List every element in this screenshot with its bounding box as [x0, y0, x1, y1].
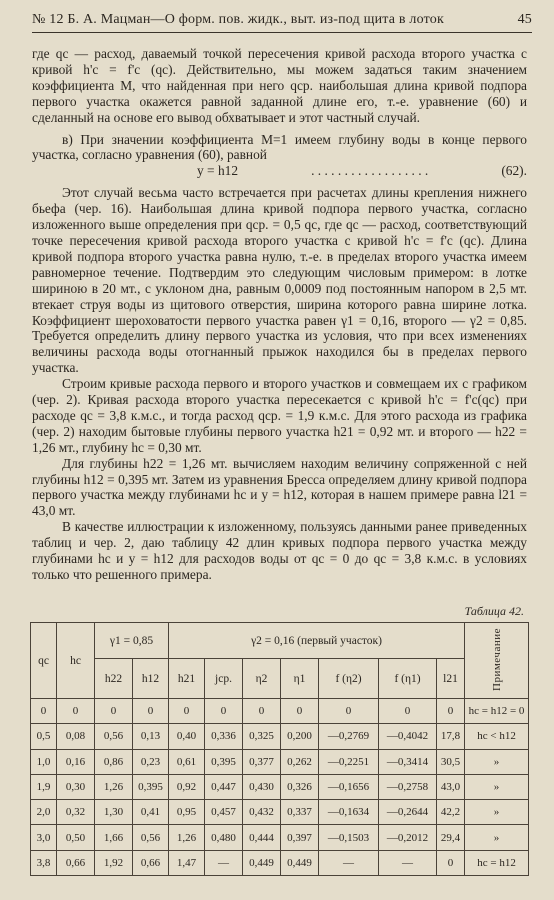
table-cell: 3,8 [31, 850, 57, 875]
col-header-jcp: jср. [205, 659, 243, 699]
table-cell: 0,449 [281, 850, 319, 875]
table-cell: hc = h12 [465, 850, 529, 875]
page-number: 45 [517, 12, 532, 27]
table-cell: 1,26 [169, 825, 205, 850]
col-header-h12: h12 [133, 659, 169, 699]
table-cell: 0 [57, 699, 95, 724]
table-cell: —0,2644 [379, 800, 437, 825]
table-cell: 0,95 [169, 800, 205, 825]
table-cell: 0,13 [133, 724, 169, 749]
col-header-note [465, 623, 529, 699]
body-text [32, 46, 527, 583]
col-header-h21: h21 [169, 659, 205, 699]
table-cell: 0,326 [281, 774, 319, 799]
table-cell: 0,377 [243, 749, 281, 774]
table-cell: 0,32 [57, 800, 95, 825]
table-cell: 0,430 [243, 774, 281, 799]
table-cell: 0,92 [169, 774, 205, 799]
col-header-h22: h22 [95, 659, 133, 699]
table-cell: 0,397 [281, 825, 319, 850]
table-cell: 0,480 [205, 825, 243, 850]
table-cell: 0,16 [57, 749, 95, 774]
table-cell: 29,4 [437, 825, 465, 850]
table-cell: 0 [379, 699, 437, 724]
table-cell: 0,444 [243, 825, 281, 850]
table-cell: 0 [437, 850, 465, 875]
table-cell: 0 [243, 699, 281, 724]
table-cell: 0,337 [281, 800, 319, 825]
table-cell: hc < h12 [465, 724, 529, 749]
table-cell: 1,9 [31, 774, 57, 799]
paragraph-5: Для глубины h22 = 1,26 мт. вычисляем находим величину сопряженной с ней глубины h12 = 0,395 мт. Затем из уравнения Бресса определяем длину кривой подпора первого участка между глубинами hc и y = h12, которая в нашем примере равна l21 = 43,0 мт. [32, 455, 527, 519]
data-table [30, 622, 529, 876]
table-cell: —0,3414 [379, 749, 437, 774]
table-cell: 0 [319, 699, 379, 724]
table-cell: 0,56 [95, 724, 133, 749]
table-cell: —0,1634 [319, 800, 379, 825]
paragraph-4: Строим кривые расхода первого и второго участков и совмещаем их с графиком (чер. 2). Кривая расхода второго участка пересекается с кривой h'c = f'c(qc) при расходе qc = 3,8 к.м.с., и тогда расход qср. = 1,9 к.м.с. Для этого расхода из графика (чер. 2) находим бытовые глубины первого участка h21 = 0,92 мт. и второго — h22 = 1,26 мт., глубину hc = 0,30 мт. [32, 376, 527, 455]
table-cell: 17,8 [437, 724, 465, 749]
table-row [31, 825, 529, 850]
col-header-fv2: f (η2) [319, 659, 379, 699]
table-cell: 0,395 [205, 749, 243, 774]
table-cell: 43,0 [437, 774, 465, 799]
table-cell: hc = h12 = 0 [465, 699, 529, 724]
table-cell: 0,86 [95, 749, 133, 774]
table-body [31, 699, 529, 876]
table-cell: —0,4042 [379, 724, 437, 749]
header-title: № 12 Б. А. Мацман—О форм. пов. жидк., выт. из-под щита в лоток [32, 12, 444, 27]
table-cell: 0,5 [31, 724, 57, 749]
table-cell: » [465, 825, 529, 850]
table-row [31, 699, 529, 724]
paragraph-6: В качестве иллюстрации к изложенному, пользуясь данными ранее приведенных таблиц и чер. 2, даю таблицу 42 длин кривых подпора первого участка между глубинами hc и y = h12 для расходов воды от qc = 0 до qc = 3,8 к.м.с. в условиях только что решенного примера. [32, 519, 527, 582]
table-caption: Таблица 42. [464, 604, 524, 618]
table-row [31, 800, 529, 825]
table-cell: 0,325 [243, 724, 281, 749]
group-header-1: γ1 = 0,85 [95, 623, 169, 659]
formula-lhs: y = h12 [197, 163, 239, 179]
table-cell: 0,262 [281, 749, 319, 774]
table-cell: 30,5 [437, 749, 465, 774]
table-cell: 0,66 [133, 850, 169, 875]
formula-number: (62). [501, 163, 527, 179]
table-cell: —0,1503 [319, 825, 379, 850]
table-cell: 0 [169, 699, 205, 724]
table-cell: 0,457 [205, 800, 243, 825]
table-cell: » [465, 800, 529, 825]
table-row [31, 749, 529, 774]
table-cell: 0,449 [243, 850, 281, 875]
table-cell: —0,2758 [379, 774, 437, 799]
formula-62 [32, 163, 527, 179]
table-cell: —0,2251 [319, 749, 379, 774]
table-cell: — [319, 850, 379, 875]
formula-dots: . . . . . . . . . . . . . . . . . . [311, 163, 429, 179]
table-cell: 1,66 [95, 825, 133, 850]
table-cell: 1,47 [169, 850, 205, 875]
col-header-hc: hc [57, 623, 95, 699]
table-cell: 2,0 [31, 800, 57, 825]
table-cell: 0,66 [57, 850, 95, 875]
note-label: Примечание [490, 627, 503, 691]
table-cell: 0,50 [57, 825, 95, 850]
table-cell: 0,56 [133, 825, 169, 850]
table-cell: » [465, 749, 529, 774]
table-cell: 0 [95, 699, 133, 724]
table-cell: 0 [133, 699, 169, 724]
group-header-2: γ2 = 0,16 (первый участок) [169, 623, 465, 659]
col-header-l21: l21 [437, 659, 465, 699]
paragraph-3: Этот случай весьма часто встречается при расчетах длины крепления нижнего бьефа (чер. 16). Наибольшая длина кривой подпора первого участка, согласно изложенного выше определения при qср. = 0,5 qc, где qc — расход, соответствующий точке пересечения кривой расхода второго участка с кривой h'c = f'c (qc). Длина кривой подпора второго участка равна нулю, т.-е. в пределах второго участка имеем равномерное течение. Подтвердим это следующим числовым примером: в лотке шириною в 20 мт., с уклоном дна, равным 0,0009 под постоянным напором в 2,5 мт. втекает струя воды из щитового отверстия, ширина которого равна ширине лотка. Коэффициент шероховатости первого участка равен γ1 = 0,16, второго — γ2 = 0,85. Требуется определить длину первого участка из условия, что при всех изменениях величины расхода воды отогнанный прыжок находился бы в пределах первого участка. [32, 185, 527, 376]
table-cell: 0,30 [57, 774, 95, 799]
col-header-qc: qc [31, 623, 57, 699]
table-cell: 0,395 [133, 774, 169, 799]
table-cell: 1,26 [95, 774, 133, 799]
table-cell: 0,432 [243, 800, 281, 825]
table-cell: 0 [31, 699, 57, 724]
paragraph-1: где qc — расход, даваемый точкой пересечения кривой расхода второго участка с кривой h'c = f'c (qc). Действительно, мы можем задаться таким значением коэффициента M, что найденная при него qср. наибольшая длина кривой подпора первого участка окажется равной заданной длине его, т.-е. уравнение (60) и сделанный на основе его вывод обхватывает и этот частный случай. [32, 46, 527, 125]
table-row [31, 850, 529, 875]
table-cell: —0,2012 [379, 825, 437, 850]
table-cell: 0,200 [281, 724, 319, 749]
table-cell: 1,0 [31, 749, 57, 774]
table-cell: 0,41 [133, 800, 169, 825]
col-header-fv1: f (η1) [379, 659, 437, 699]
table-cell: 3,0 [31, 825, 57, 850]
table-cell: 1,92 [95, 850, 133, 875]
table-cell: » [465, 774, 529, 799]
table-cell: 0,08 [57, 724, 95, 749]
table-cell: 0,336 [205, 724, 243, 749]
running-header [32, 12, 532, 33]
table-cell: 0 [437, 699, 465, 724]
table-row [31, 774, 529, 799]
paragraph-2: в) При значении коэффициента M=1 имеем глубину воды в конце первого участка, согласно уравнения (60), равной [32, 131, 527, 163]
table-cell: —0,2769 [319, 724, 379, 749]
col-header-v2: η2 [243, 659, 281, 699]
table-cell: 0,447 [205, 774, 243, 799]
table-cell: — [379, 850, 437, 875]
table-cell: 0,40 [169, 724, 205, 749]
table-cell: 42,2 [437, 800, 465, 825]
table-row [31, 724, 529, 749]
col-header-v1: η1 [281, 659, 319, 699]
table-cell: — [205, 850, 243, 875]
table-cell: 0,23 [133, 749, 169, 774]
table-cell: 0 [281, 699, 319, 724]
table-cell: 1,30 [95, 800, 133, 825]
table-cell: 0 [205, 699, 243, 724]
table-cell: —0,1656 [319, 774, 379, 799]
table-cell: 0,61 [169, 749, 205, 774]
